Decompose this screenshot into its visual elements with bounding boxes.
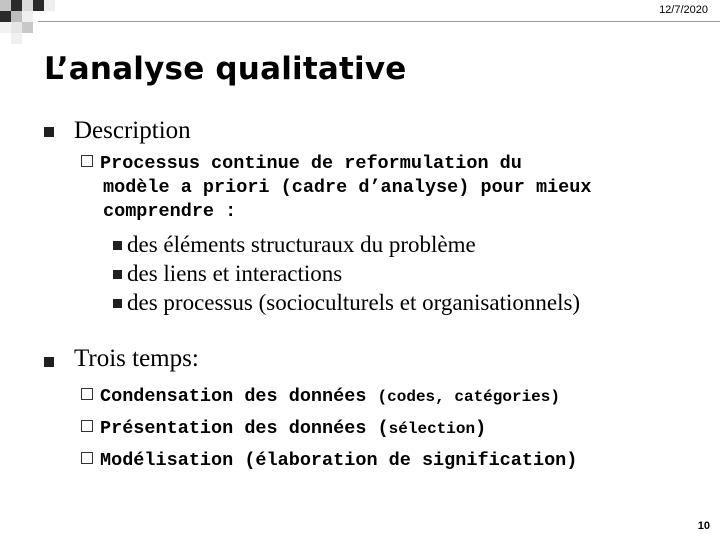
bullet-square-icon bbox=[113, 270, 122, 279]
checkbox-bullet-icon bbox=[81, 420, 93, 432]
checkbox-bullet-icon bbox=[81, 452, 93, 464]
bullet-trois-temps: Trois temps: bbox=[74, 345, 199, 372]
bullet-square-icon bbox=[113, 241, 122, 250]
sub-bullet-presentation: Présentation des données (sélection) bbox=[81, 418, 486, 440]
slide-date: 12/7/2020 bbox=[659, 4, 708, 16]
sub-bullet-processus-line3: comprendre : bbox=[103, 201, 237, 222]
page-number: 10 bbox=[697, 520, 710, 532]
bullet-square-icon bbox=[44, 127, 54, 137]
sub-bullet-modelisation: Modélisation (élaboration de signification) bbox=[81, 450, 577, 472]
checkbox-bullet-icon bbox=[81, 155, 93, 167]
corner-decoration bbox=[0, 0, 60, 46]
checkbox-bullet-icon bbox=[81, 388, 93, 400]
list-item: des éléments structuraux du problème bbox=[113, 232, 476, 258]
slide-title: L’analyse qualitative bbox=[44, 51, 407, 87]
bullet-square-icon bbox=[44, 357, 54, 367]
bullet-description: Description bbox=[74, 117, 191, 144]
bullet-square-icon bbox=[113, 299, 122, 308]
list-item: des processus (socioculturels et organisationnels) bbox=[113, 290, 580, 316]
sub-bullet-condensation: Condensation des données (codes, catégories) bbox=[81, 386, 560, 408]
header-rule bbox=[38, 21, 720, 22]
sub-bullet-processus: Processus continue de reformulation du bbox=[81, 153, 522, 175]
list-item: des liens et interactions bbox=[113, 261, 342, 287]
sub-bullet-processus-line2: modèle a priori (cadre d’analyse) pour mieux bbox=[103, 177, 592, 198]
